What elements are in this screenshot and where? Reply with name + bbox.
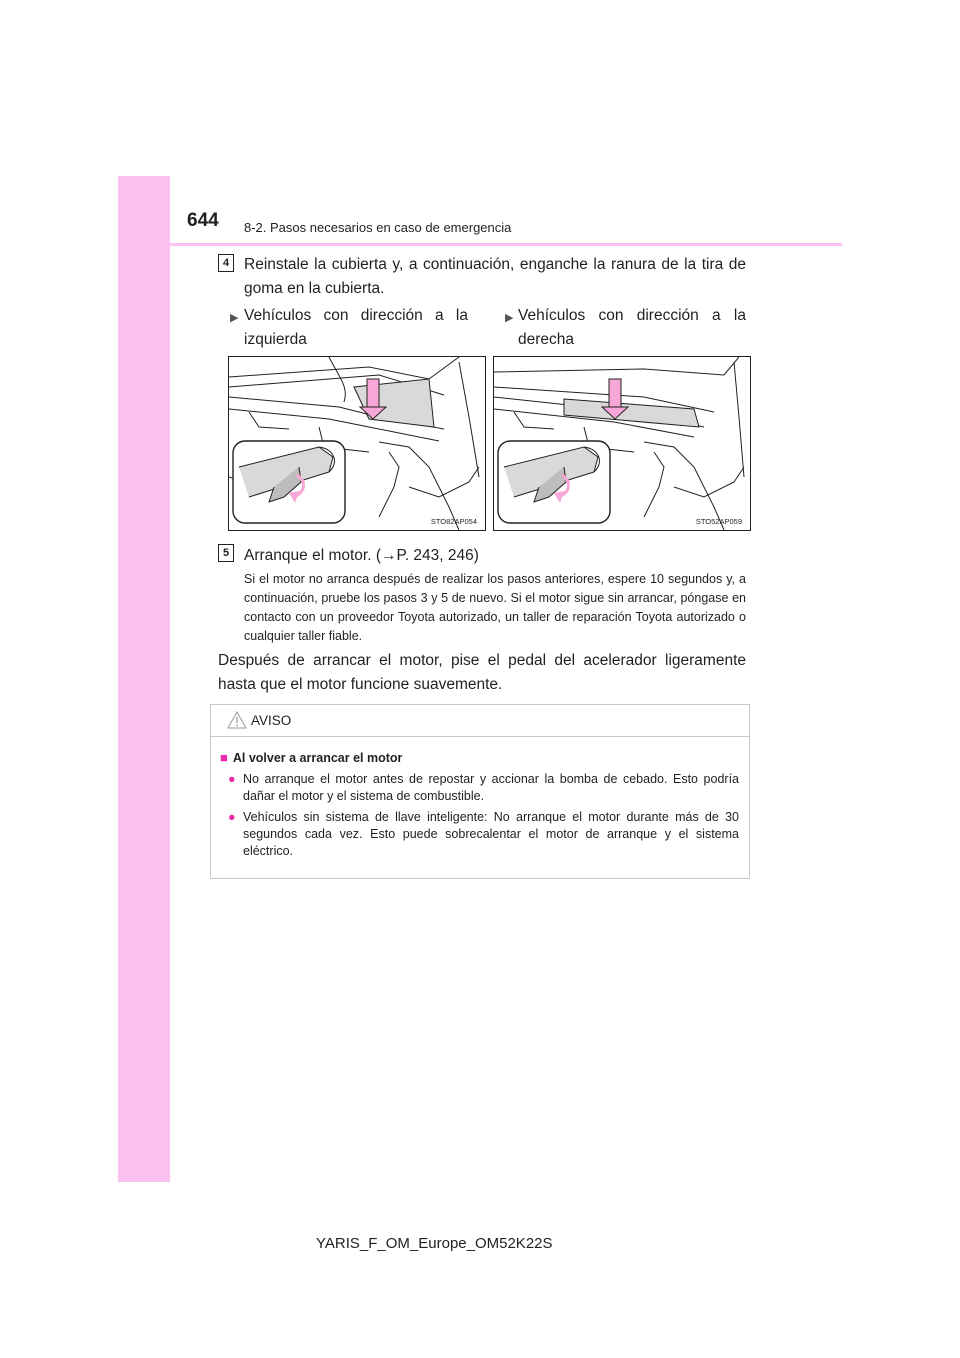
bullet-dot-icon: ● [228, 772, 236, 786]
warning-title: AVISO [251, 713, 292, 728]
header-rule [118, 243, 842, 246]
arrow-right-icon: ▶ [230, 312, 239, 324]
figure-left-drive [228, 356, 486, 531]
step-5-number: 5 [218, 544, 234, 562]
arrow-right-icon: ▶ [505, 312, 514, 324]
section-title: 8-2. Pasos necesarios en caso de emergencia [244, 220, 512, 235]
after-start-text: Después de arrancar el motor, pise el pedal del acelerador ligeramente hasta que el motor funcione suavemente. [218, 652, 746, 693]
figure-code: STO52AP059 [695, 517, 742, 526]
warning-header [211, 705, 749, 737]
side-tab-band [118, 176, 170, 1182]
warning-item: ● No arranque el motor antes de repostar y accionar la bomba de cebado. Esto podría dañar el motor y el sistema de combustible. [228, 772, 739, 803]
footer-code: YARIS_F_OM_Europe_OM52K22S [316, 1235, 553, 1252]
warning-box [210, 704, 750, 879]
warning-triangle-icon [227, 711, 247, 729]
figure-code: STO82AP054 [430, 517, 477, 526]
right-drive-label: Vehículos con dirección a la derecha [518, 307, 746, 348]
step-5-text: Arranque el motor. (→P. 243, 246) [244, 547, 479, 564]
page-number: 644 [187, 210, 219, 231]
figure-right-drive [493, 356, 751, 531]
step-5-note: Si el motor no arranca después de realizar los pasos anteriores, espere 10 segundos y, a continuación, pruebe los pasos 3 y 5 de nuevo. Si el motor sigue sin arrancar, póngase en contacto con un proveedor Toyota autorizado, un taller de reparación Toyota autorizado o cualquier taller fiable. [244, 572, 746, 643]
left-drive-label: Vehículos con dirección a la izquierda [244, 307, 468, 348]
step-4-number: 4 [218, 254, 234, 272]
bullet-dot-icon: ● [228, 810, 236, 824]
square-bullet-icon: ■ [220, 750, 228, 765]
step-4-text: Reinstale la cubierta y, a continuación, enganche la ranura de la tira de goma en la cubierta. [244, 256, 746, 297]
warning-item: ● Vehículos sin sistema de llave inteligente: No arranque el motor durante más de 30 segundos cada vez. Esto puede sobrecalentar el motor de arranque y el sistema eléctrico. [228, 810, 739, 858]
warning-subtitle: ■ Al volver a arrancar el motor [220, 750, 403, 765]
